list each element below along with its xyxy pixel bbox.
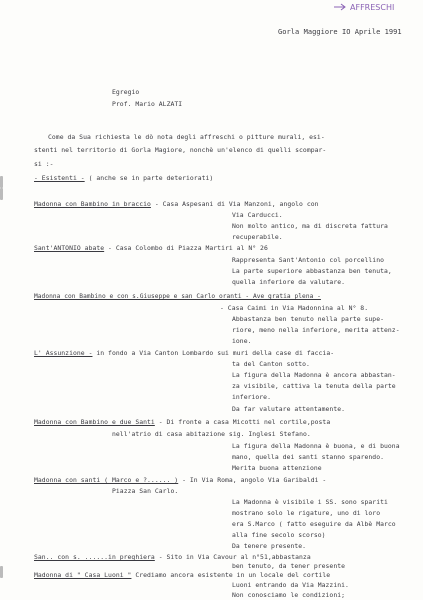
entry-line: La figura della Madonna è buona, e di buona: [232, 442, 400, 450]
salutation: Egregio: [112, 88, 140, 96]
entry-line: La figura della Madonna è ancora abbastan-: [232, 371, 396, 379]
entry-line: Abbastanza ben tenuto nella parte supe-: [232, 315, 385, 323]
entry-line: era S.Marco ( fatto eseguire da Albè Marco: [232, 520, 396, 528]
entry-line: [34, 476, 326, 484]
entry-line: Rappresenta Sant'Antonio col porcellino: [232, 256, 385, 264]
arrow-icon: [333, 2, 347, 12]
binder-mark: [0, 188, 3, 200]
entry-line: Piazza San Carlo.: [112, 487, 179, 495]
entry-title: Madonna con Bambino e con s.Giuseppe e san Carlo oranti - Ave gratia plena -: [34, 293, 321, 300]
section-note: ( anche se in parte deteriorati): [84, 174, 214, 182]
section-label: - Esistenti -: [34, 174, 85, 182]
intro-line: stenti nel territorio di Gorla Magiore, nonchè un'elenco di quelli scompar-: [34, 146, 327, 154]
entry-line: La Madonna è visibile i SS. sono spariti: [232, 498, 388, 506]
entry-title: Sant'ANTONIO abate: [34, 244, 105, 252]
entry-line: quella inferiore da valutare.: [232, 278, 346, 286]
entry-line: nell'atrio di casa abitazione sig. Inglesi Stefano.: [112, 430, 311, 438]
entry-text: - Sito in Via Cavour al n°51,abbastanza: [154, 553, 311, 561]
entry-title: Madonna con santi ( Marco e ?...... ): [34, 476, 179, 484]
entry-line: inferiore.: [232, 393, 271, 401]
entry-line: mostrano solo le rigature, uno di loro: [232, 509, 381, 517]
entry-line: recuperabile.: [232, 233, 283, 241]
entry-line: riore, meno nella inferiore, merita attenz-: [232, 326, 400, 334]
entry-line: Da tenere presente.: [232, 542, 307, 550]
intro-line: Come da Sua richiesta le dò nota degli affreschi o pitture murali, esi-: [48, 133, 325, 141]
entry-line: [34, 553, 311, 561]
entry-line: [34, 293, 321, 301]
entry-line: alla fine secolo scorso): [232, 531, 326, 539]
entry-text: in fondo a Via Canton Lombardo sui muri della case di faccia-: [92, 349, 335, 357]
recipient: Prof. Mario ALZATI: [112, 100, 183, 108]
entry-line: ta del Canton sotto.: [232, 360, 310, 368]
entry-text: Crediamo ancora esistente in un locale del cortile: [131, 571, 331, 579]
entry-line: mano, quella dei santi stanno sparendo.: [232, 453, 385, 461]
intro-line: si :-: [34, 160, 54, 168]
entry-title: Madonna con Bambino in braccio: [34, 200, 151, 208]
entry-line: ione.: [232, 337, 252, 345]
entry-line: La parte superiore abbastanza ben tenuta,: [232, 267, 392, 275]
entry-title: L' Assunzione -: [34, 349, 93, 357]
binder-mark: [0, 566, 3, 578]
entry-line: - Casa Caimi in Via Madonnina al N° 8.: [220, 304, 369, 312]
entry-title: Madonna di " Casa Luoni ": [34, 571, 132, 579]
binder-mark: [0, 176, 3, 188]
entry-line: za visibile, cattiva la tenuta della parte: [232, 382, 396, 390]
entry-text: - In Via Roma, angolo Via Garibaldi -: [178, 476, 327, 484]
entry-line: Non conosciamo le condizioni;: [232, 591, 346, 599]
entry-line: Via Carducci.: [232, 211, 283, 219]
entry-text: - Di fronte a casa Micotti nel cortile,posta: [154, 418, 331, 426]
entry-line: [34, 418, 330, 426]
entry-line: [34, 200, 319, 208]
entry-line: [34, 244, 268, 252]
entry-text: - Casa Colombo di Piazza Martiri al N° 26: [104, 244, 268, 252]
entry-text: - Casa Aspesani di Via Manzoni, angolo con: [150, 200, 319, 208]
entry-line: Merita buona attenzione: [232, 464, 322, 472]
entry-line: Non molto antico, ma di discreta fattura: [232, 222, 388, 230]
entry-title: Madonna con Bambino e due Santi: [34, 418, 155, 426]
entry-line: [34, 571, 330, 579]
date-line: Gorla Maggiore IO Aprile 1991: [278, 28, 402, 36]
entry-line: ben tenuto, da tener presente: [232, 562, 346, 570]
entry-line: [34, 349, 334, 357]
entry-line: Luoni entrando da Via Mazzini.: [232, 581, 349, 589]
entry-line: Da far valutare attentamente.: [232, 405, 346, 413]
entry-title: San.. con s. ......in preghiera: [34, 553, 155, 561]
category-tag: AFFRESCHI: [350, 3, 395, 12]
section-heading: [34, 174, 213, 182]
